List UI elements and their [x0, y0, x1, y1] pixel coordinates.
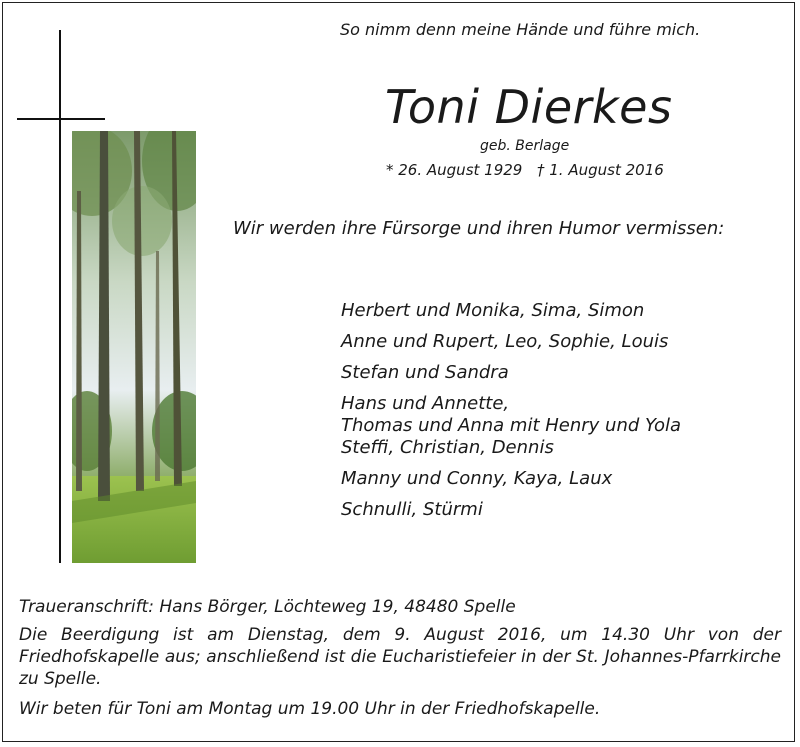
- mourners-list: [341, 300, 681, 521]
- motto: So nimm denn meine Hände und führe mich.: [340, 20, 701, 39]
- prayer-details: Wir beten für Toni am Montag um 19.00 Uhr in der Friedhofskapelle.: [19, 699, 601, 719]
- mourner-line: Hans und Annette,: [341, 393, 510, 414]
- mourner-line: Steffi, Christian, Dennis: [341, 437, 554, 458]
- mourning-address: Traueranschrift: Hans Börger, Löchteweg 19, 48480 Spelle: [19, 597, 516, 617]
- mourner-line: Manny und Conny, Kaya, Laux: [341, 468, 613, 489]
- funeral-info: [19, 596, 781, 720]
- tagline: Wir werden ihre Fürsorge und ihren Humor vermissen:: [233, 218, 725, 239]
- forest-photo: [72, 131, 196, 563]
- birth-date: * 26. August 1929: [386, 161, 523, 179]
- mourner-line: Anne und Rupert, Leo, Sophie, Louis: [341, 331, 669, 352]
- funeral-details: Die Beerdigung ist am Dienstag, dem 9. August 2016, um 14.30 Uhr von der Friedhofskapelle aus; anschließend ist die Eucharistiefeier in der St. Johannes-Pfarrkirche zu Spelle.: [19, 625, 781, 689]
- death-date: † 1. August 2016: [537, 161, 664, 179]
- maiden-name: geb. Berlage: [480, 138, 570, 154]
- cross-bar: [17, 118, 105, 120]
- mourner-line: Thomas und Anna mit Henry und Yola: [341, 415, 682, 436]
- deceased-name: Toni Dierkes: [385, 80, 673, 134]
- mourner-line: Herbert und Monika, Sima, Simon: [341, 300, 645, 321]
- mourner-line: Stefan und Sandra: [341, 362, 509, 383]
- mourner-line: Schnulli, Stürmi: [341, 499, 483, 520]
- cross-icon: [59, 30, 61, 563]
